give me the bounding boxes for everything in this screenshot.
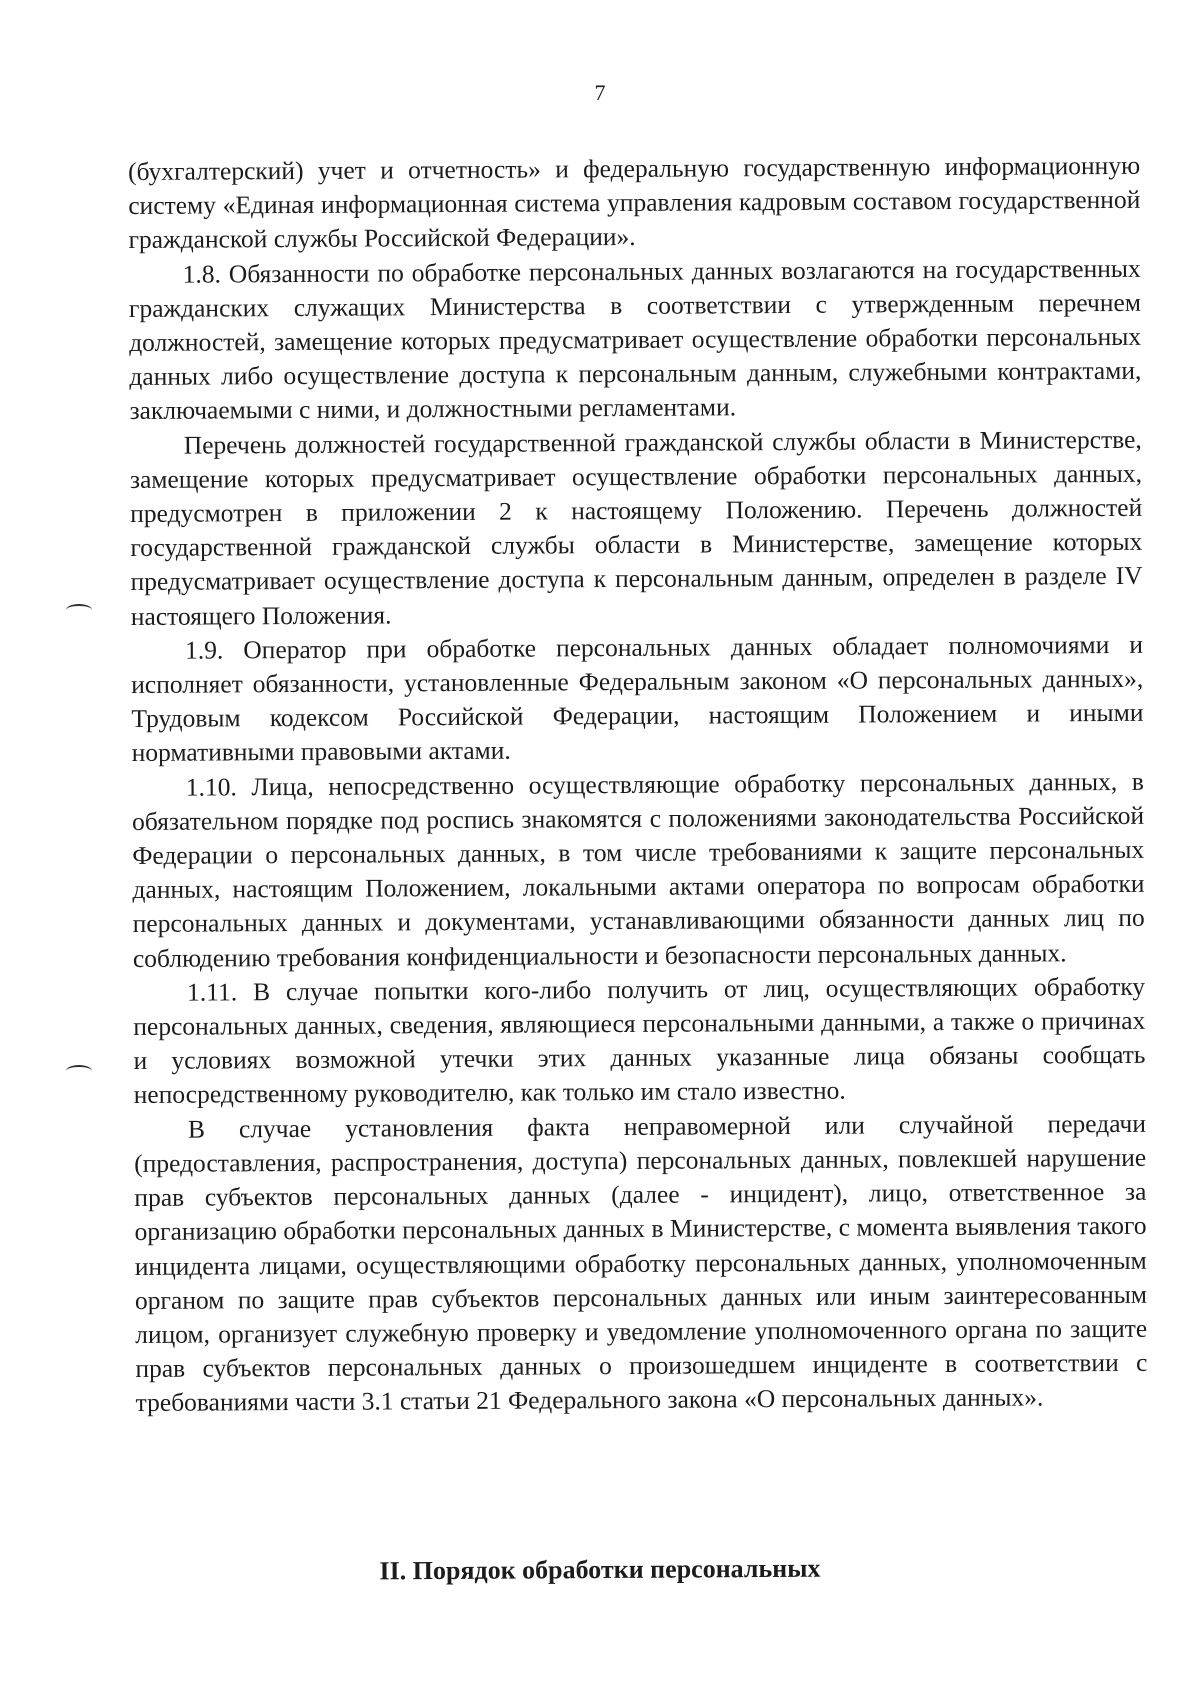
paragraph-continuation: (бухгалтерский) учет и отчетность» и федеральную государственную информационную систему «Единая информационная система управления кадровым составом государственной гражданской службы Российской Федерации». [128, 150, 1141, 255]
paragraph-1-9: 1.9. Оператор при обработке персональных данных обладает полномочиями и исполняет обязанности, установленные Федеральным законом «О персональных данных», Трудовым кодексом Российской Федерации, настоящим Положением и иными нормативными правовыми актами. [131, 629, 1144, 768]
page-number: 7 [594, 80, 606, 105]
paragraph-1-11: 1.11. В случае попытки кого-либо получить от лиц, осуществляющих обработку персональных данных, сведения, являющиеся персональными данными, а также о причинах и условиях возможной утечки этих данных указанные лица обязаны сообщать непосредственному руководителю, как только им стало известно. [133, 971, 1146, 1110]
paragraph-positions-list: Перечень должностей государственной гражданской службы области в Министерстве, замещение которых предусматривает осуществление обработки персональных данных, предусмотрен в приложении 2 к настоящему Положению. Перечень должностей государственной гражданской службы области в Министерстве, замещение которых предусматривает осуществление доступа к персональным данным, определен в разделе IV настоящего Положения. [129, 424, 1143, 631]
section-heading: II. Порядок обработки персональных [379, 1553, 821, 1586]
document-body [128, 149, 1148, 1421]
paragraph-1-8: 1.8. Обязанности по обработке персональных данных возлагаются на государственных гражданских служащих Министерства в соответствии с утвержденным перечнем должностей, замещение которых предусматривает осуществление обработки персональных данных либо осуществление доступа к персональным данным, служебными контрактами, заключаемыми с ними, и должностными регламентами. [128, 253, 1142, 426]
paragraph-incident: В случае установления факта неправомерной или случайной передачи (предоставления, распространения, доступа) персональных данных, повлекшей нарушение прав субъектов персональных данных (далее - инцидент), лицо, ответственное за организацию обработки персональных данных в Министерстве, с момента выявления такого инцидента лицами, осуществляющими обработку персональных данных, уполномоченным органом по защите прав субъектов персональных данных или иным заинтересованным лицом, организует служебную проверку и уведомление уполномоченного органа по защите прав субъектов персональных данных о произошедшем инциденте в соответствии с требованиями части 3.1 статьи 21 Федерального закона «О персональных данных». [134, 1108, 1148, 1418]
margin-pencil-mark [66, 604, 92, 616]
paragraph-1-10: 1.10. Лица, непосредственно осуществляющие обработку персональных данных, в обязательном порядке под роспись знакомятся с положениями законодательства Российской Федерации о персональных данных, в том числе требованиями к защите персональных данных, настоящим Положением, локальными актами оператора по вопросам обработки персональных данных и документами, устанавливающими обязанности данных лиц по соблюдению требования конфиденциальности и безопасности персональных данных. [131, 766, 1145, 973]
margin-pencil-mark [66, 1065, 92, 1077]
